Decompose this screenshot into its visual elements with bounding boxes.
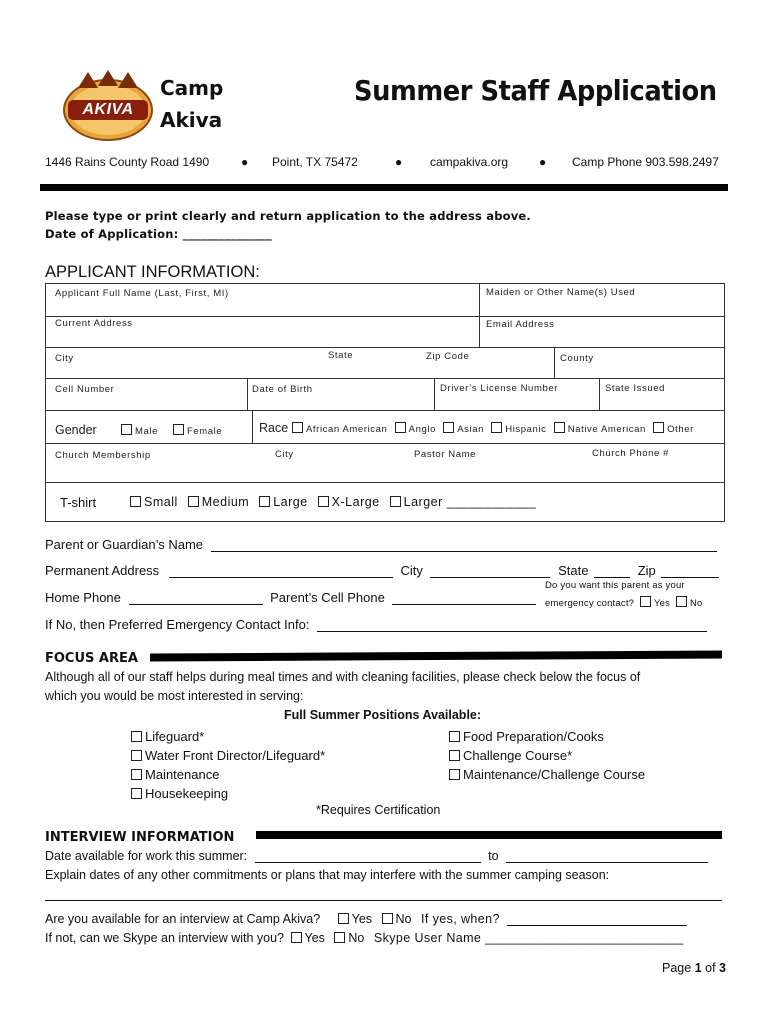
county-label: County (560, 353, 594, 364)
gender-label: Gender (55, 423, 97, 437)
checkbox-icon[interactable] (131, 750, 142, 761)
emergency-contact-label: If No, then Preferred Emergency Contact Info: (45, 617, 310, 632)
size-option[interactable]: X-Large (318, 495, 380, 509)
checkbox-icon[interactable] (259, 496, 270, 507)
guardian-input[interactable] (211, 539, 717, 552)
address-line (45, 155, 735, 171)
emergency-question-line1: Do you want this parent as your (545, 580, 685, 591)
race-option[interactable]: African American (292, 424, 387, 435)
position-option[interactable]: Lifeguard* (131, 727, 325, 746)
date-from-input[interactable] (255, 850, 481, 863)
camp-name-line2: Akiva (160, 108, 223, 132)
interview-bar (256, 831, 722, 839)
logo-text: AKIVA (82, 101, 134, 118)
camp-logo (60, 66, 156, 142)
interview-heading: INTERVIEW INFORMATION (45, 830, 235, 845)
position-option[interactable]: Maintenance/Challenge Course (449, 765, 645, 784)
state-issued-label: State Issued (605, 383, 666, 394)
race-option[interactable]: Anglo (395, 424, 436, 435)
perm-address-label: Permanent Address (45, 563, 160, 578)
size-option[interactable]: Small (130, 495, 178, 509)
church-phone-label: Church Phone # (592, 448, 670, 459)
checkbox-icon[interactable] (291, 932, 302, 943)
emergency-yes[interactable]: Yes (640, 598, 670, 609)
camp-phone: Camp Phone 903.598.2497 (572, 155, 719, 169)
perm-address-row (45, 563, 725, 578)
race-label: Race (259, 421, 289, 435)
checkbox-icon[interactable] (449, 750, 460, 761)
positions-title: Full Summer Positions Available: (284, 708, 482, 722)
bullet-icon: ● (395, 155, 403, 169)
date-available-row (45, 849, 708, 863)
perm-address-input[interactable] (169, 565, 393, 578)
parent-cell-label: Parent’s Cell Phone (270, 590, 385, 605)
skype-row (45, 931, 684, 945)
page-number: Page 1 of 3 (662, 961, 726, 975)
checkbox-icon[interactable] (449, 769, 460, 780)
parent-cell-input[interactable] (392, 592, 536, 605)
perm-city-input[interactable] (430, 565, 550, 578)
zip-label: Zip Code (426, 351, 470, 362)
checkbox-icon[interactable] (121, 424, 132, 435)
race-option[interactable]: Hispanic (491, 424, 546, 435)
skype-question: If not, can we Skype an interview with you? (45, 931, 285, 945)
interview-question: Are you available for an interview at Camp Akiva? (45, 912, 321, 926)
current-address-label: Current Address (55, 318, 133, 329)
focus-bar (150, 651, 722, 662)
explain-input[interactable] (45, 888, 722, 901)
checkbox-icon[interactable] (334, 932, 345, 943)
checkbox-icon[interactable] (131, 769, 142, 780)
phone-row (45, 590, 536, 605)
checkbox-icon[interactable] (338, 913, 349, 924)
interview-when-input[interactable] (507, 913, 687, 926)
female-option[interactable]: Female (173, 424, 222, 437)
checkbox-icon[interactable] (395, 422, 406, 433)
position-option[interactable]: Challenge Course* (449, 746, 645, 765)
home-phone-input[interactable] (129, 592, 263, 605)
race-option[interactable]: Native American (554, 424, 646, 435)
pastor-label: Pastor Name (414, 449, 477, 460)
dob-label: Date of Birth (252, 384, 313, 395)
position-option[interactable]: Housekeeping (131, 784, 325, 803)
date-available-label: Date available for work this summer: (45, 849, 248, 863)
focus-intro-line2: which you would be most interested in serving: (45, 689, 304, 703)
email-label: Email Address (486, 319, 555, 330)
focus-intro-line1: Although all of our staff helps during meal times and with cleaning facilities, please check below the focus of (45, 670, 641, 684)
interview-yes[interactable]: Yes (338, 912, 372, 926)
perm-zip-label: Zip (637, 563, 656, 578)
interview-no[interactable]: No (382, 912, 412, 926)
checkbox-icon[interactable] (443, 422, 454, 433)
emergency-contact-input[interactable] (317, 619, 707, 632)
position-option[interactable]: Maintenance (131, 765, 325, 784)
explain-label: Explain dates of any other commitments or plans that may interfere with the summer camping season: (45, 868, 610, 882)
church-city-label: City (275, 449, 294, 460)
city-field[interactable] (45, 347, 555, 379)
tshirt-label: T-shirt (60, 495, 97, 510)
to-label: to (488, 849, 499, 863)
skype-yes[interactable]: Yes (291, 931, 325, 945)
race-option[interactable]: Other (653, 424, 694, 435)
perm-state-label: State (558, 563, 589, 578)
checkbox-icon[interactable] (640, 596, 651, 607)
checkbox-icon[interactable] (554, 422, 565, 433)
maiden-name-label: Maiden or Other Name(s) Used (486, 287, 636, 298)
checkbox-icon[interactable] (188, 496, 199, 507)
positions-left (131, 727, 325, 803)
interview-availability-row (45, 912, 687, 926)
checkbox-icon[interactable] (382, 913, 393, 924)
skype-no[interactable]: No (334, 931, 364, 945)
city-state-zip: Point, TX 75472 (272, 155, 358, 169)
size-option[interactable]: Larger ____________ (390, 495, 537, 509)
street-address: 1446 Rains County Road 1490 (45, 155, 210, 169)
positions-right (449, 727, 645, 784)
perm-state-input[interactable] (594, 565, 630, 578)
bullet-icon: ● (241, 155, 249, 169)
certification-note: *Requires Certification (316, 803, 441, 817)
website[interactable]: campakiva.org (430, 155, 509, 169)
camp-name-line1: Camp (160, 76, 224, 100)
instructions-line1: Please type or print clearly and return application to the address above. (45, 209, 531, 223)
state-label: State (328, 350, 354, 361)
checkbox-icon[interactable] (173, 424, 184, 435)
race-options (292, 422, 694, 435)
bullet-icon: ● (539, 155, 547, 169)
emergency-contact-row (45, 617, 707, 632)
city-label: City (55, 353, 74, 364)
license-label: Driver’s License Number (440, 383, 558, 394)
checkbox-icon[interactable] (318, 496, 329, 507)
applicant-heading: APPLICANT INFORMATION: (45, 263, 260, 281)
checkbox-icon[interactable] (676, 596, 687, 607)
perm-city-label: City (400, 563, 423, 578)
checkbox-icon[interactable] (292, 422, 303, 433)
checkbox-icon[interactable] (131, 788, 142, 799)
position-option[interactable]: Water Front Director/Lifeguard* (131, 746, 325, 765)
date-to-input[interactable] (506, 850, 708, 863)
checkbox-icon[interactable] (653, 422, 664, 433)
church-label: Church Membership (55, 450, 151, 461)
header-divider (40, 184, 728, 191)
size-option[interactable]: Medium (188, 495, 249, 509)
cell-number-label: Cell Number (55, 384, 115, 395)
checkbox-icon[interactable] (131, 731, 142, 742)
tshirt-sizes (130, 495, 536, 509)
emergency-question-line2: emergency contact? Yes No (545, 598, 703, 609)
guardian-row (45, 537, 725, 552)
checkbox-icon[interactable] (390, 496, 401, 507)
date-of-application[interactable]: Date of Application: _______________ (45, 227, 272, 241)
checkbox-icon[interactable] (130, 496, 141, 507)
emergency-no[interactable]: No (676, 598, 703, 609)
skype-user-label[interactable]: Skype User Name ___________________________ (373, 931, 684, 945)
home-phone-label: Home Phone (45, 590, 121, 605)
focus-heading: FOCUS AREA (45, 651, 138, 666)
male-option[interactable]: Male (121, 424, 158, 437)
full-name-label: Applicant Full Name (Last, First, MI) (55, 288, 229, 299)
race-option[interactable]: Asian (443, 424, 484, 435)
guardian-label: Parent or Guardian’s Name (45, 537, 204, 552)
position-option[interactable]: Food Preparation/Cooks (449, 727, 645, 746)
checkbox-icon[interactable] (491, 422, 502, 433)
size-option[interactable]: Large (259, 495, 307, 509)
if-yes-label: If yes, when? (420, 912, 500, 926)
perm-zip-input[interactable] (661, 565, 719, 578)
form-title: Summer Staff Application (354, 74, 717, 107)
checkbox-icon[interactable] (449, 731, 460, 742)
